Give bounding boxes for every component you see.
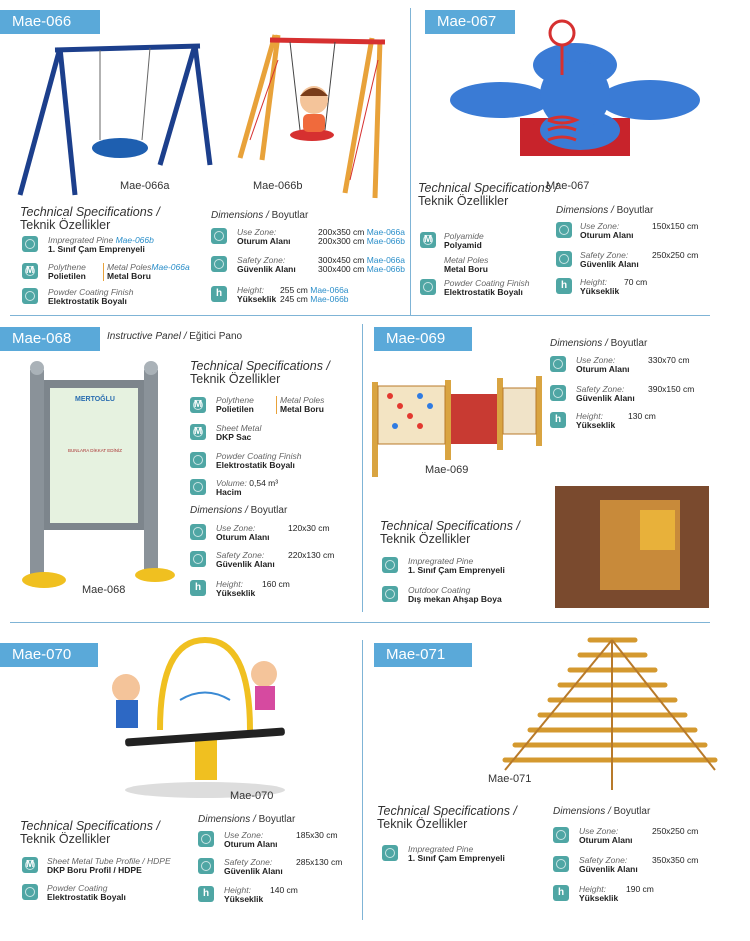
product-tag-069: Mae-069 [374, 327, 472, 351]
spec-sheet-068: Sheet Metal DKP Sac [216, 423, 262, 442]
sheet-metal-icon: M [190, 424, 206, 440]
product-tag-070: Mae-070 [0, 643, 98, 667]
board-subtitle: BUNLARA DİKKAT EDİNİZ [67, 448, 123, 453]
caption-069: Mae-069 [425, 464, 469, 476]
height-value-069: 130 cm [628, 411, 656, 421]
spec-metal-067: Metal Poles Metal Boru [444, 255, 489, 274]
safety-value-070: 285x130 cm [296, 857, 343, 867]
spec-pine-071: Impregrated Pine 1. Sınıf Çam Emprenyeli [408, 844, 505, 863]
height-icon: h [198, 886, 214, 902]
height-value-071: 190 cm [626, 884, 654, 894]
spec-poly-066: Polythene Polietilen [48, 262, 86, 281]
height-icon: h [211, 286, 227, 302]
caption-071: Mae-071 [488, 773, 532, 785]
spec-polyamide-067: Polyamide Polyamid [444, 231, 484, 250]
tube-icon: M [22, 857, 38, 873]
safety-zone-069: Safety Zone: Güvenlik Alanı [576, 384, 635, 403]
use-zone-066: Use Zone: Oturum Alanı [237, 227, 291, 246]
pine-icon [382, 845, 398, 861]
dims-heading-071: Dimensions / Boyutlar [553, 806, 651, 817]
dims-heading-070: Dimensions / Boyutlar [198, 814, 296, 825]
use-zone-067: Use Zone: Oturum Alanı [580, 221, 634, 240]
spec-outdoor-069: Outdoor Coating Dış mekan Ahşap Boya [408, 585, 502, 604]
height-icon: h [190, 580, 206, 596]
polyamide-icon: M [420, 232, 436, 248]
height-icon: h [553, 885, 569, 901]
poly-icon: M [190, 397, 206, 413]
safety-zone-071: Safety Zone: Güvenlik Alanı [579, 855, 638, 874]
use-value-069: 330x70 cm [648, 355, 690, 365]
use-zone-068: Use Zone: Oturum Alanı [216, 523, 270, 542]
tech-heading-069: Technical Specifications / Teknik Özellikler [380, 519, 520, 546]
spec-metal-068: Metal Poles Metal Boru [276, 396, 324, 414]
use-zone-icon [553, 827, 569, 843]
use-value-067: 150x150 cm [652, 221, 699, 231]
height-value-068: 160 cm [262, 579, 290, 589]
safety-value-071: 350x350 cm [652, 855, 699, 865]
product-tag-068: Mae-068 [0, 327, 100, 351]
spec-pine-066: Impregrated Pine Mae-066b 1. Sınıf Çam Emprenyeli [48, 235, 154, 254]
height-value-070: 140 cm [270, 885, 298, 895]
use-values-066: 200x350 cm Mae-066a 200x300 cm Mae-066b [318, 227, 405, 246]
caption-067: Mae-067 [546, 180, 590, 192]
dims-heading-067: Dimensions / Boyutlar [556, 205, 654, 216]
use-value-071: 250x250 cm [652, 826, 699, 836]
tech-heading-071: Technical Specifications / Teknik Özellikler [377, 804, 517, 831]
safety-value-069: 390x150 cm [648, 384, 695, 394]
height-068: Height: Yükseklik [216, 579, 256, 598]
height-069: Height: Yükseklik [576, 411, 616, 430]
product-tag-067: Mae-067 [425, 10, 515, 34]
tech-heading-068: Technical Specifications / Teknik Özellikler [190, 359, 330, 386]
use-value-070: 185x30 cm [296, 830, 338, 840]
height-067: Height: Yükseklik [580, 277, 620, 296]
safety-value-068: 220x130 cm [288, 550, 335, 560]
caption-068: Mae-068 [82, 584, 126, 596]
spec-tube-070: Sheet Metal Tube Profile / HDPE DKP Boru Profil / HDPE [47, 856, 171, 875]
board-title: MERTOĞLU [75, 396, 115, 403]
height-070: Height: Yükseklik [224, 885, 264, 904]
spec-poly-068: Polythene Polietilen [216, 395, 254, 414]
safety-values-066: 300x450 cm Mae-066a 300x400 cm Mae-066b [318, 255, 405, 274]
caption-066b: Mae-066b [253, 180, 303, 192]
use-zone-069: Use Zone: Oturum Alanı [576, 355, 630, 374]
caption-066a: Mae-066a [120, 180, 170, 192]
tech-heading-067: Technical Specifications / Teknik Özellikler [418, 181, 558, 208]
height-values-066: 255 cm Mae-066a 245 cm Mae-066b [280, 285, 349, 304]
dims-heading-068: Dimensions / Boyutlar [190, 505, 288, 516]
panel-heading-068: Instructive Panel / Eğitici Pano [107, 331, 243, 342]
spec-volume-068: Volume: 0,54 m³ Hacim [216, 478, 279, 497]
caption-070: Mae-070 [230, 790, 274, 802]
use-zone-070: Use Zone: Oturum Alanı [224, 830, 278, 849]
safety-zone-icon [553, 856, 569, 872]
height-071: Height: Yükseklik [579, 884, 619, 903]
height-icon: h [556, 278, 572, 294]
tech-heading-066: Technical Specifications / Teknik Özellikler [20, 205, 160, 232]
dims-heading-066: Dimensions / Boyutlar [211, 210, 309, 221]
safety-zone-067: Safety Zone: Güvenlik Alanı [580, 250, 639, 269]
spec-powder-067: Powder Coating Finish Elektrostatik Boyalı [444, 278, 530, 297]
safety-zone-068: Safety Zone: Güvenlik Alanı [216, 550, 275, 569]
poly-icon: M [22, 263, 38, 279]
use-value-068: 120x30 cm [288, 523, 330, 533]
height-066: Height: Yükseklik [237, 285, 277, 304]
use-zone-071: Use Zone: Oturum Alanı [579, 826, 633, 845]
spec-metal-066: Metal PolesMae-066a Metal Boru [103, 263, 190, 281]
height-icon: h [550, 412, 566, 428]
safety-zone-066: Safety Zone: Güvenlik Alanı [237, 255, 296, 274]
safety-value-067: 250x250 cm [652, 250, 699, 260]
product-tag-066: Mae-066 [0, 10, 100, 34]
spec-powder-066: Powder Coating Finish Elektrostatik Boyalı [48, 287, 134, 306]
spec-powder-068: Powder Coating Finish Elektrostatik Boyalı [216, 451, 302, 470]
spec-coat-070: Powder Coating Elektrostatik Boyalı [47, 883, 126, 902]
tech-heading-070: Technical Specifications / Teknik Özellikler [20, 819, 160, 846]
spec-pine-069: Impregrated Pine 1. Sınıf Çam Emprenyeli [408, 556, 505, 575]
product-tag-071: Mae-071 [374, 643, 472, 667]
dims-heading-069: Dimensions / Boyutlar [550, 338, 648, 349]
height-value-067: 70 cm [624, 277, 648, 287]
safety-zone-070: Safety Zone: Güvenlik Alanı [224, 857, 283, 876]
